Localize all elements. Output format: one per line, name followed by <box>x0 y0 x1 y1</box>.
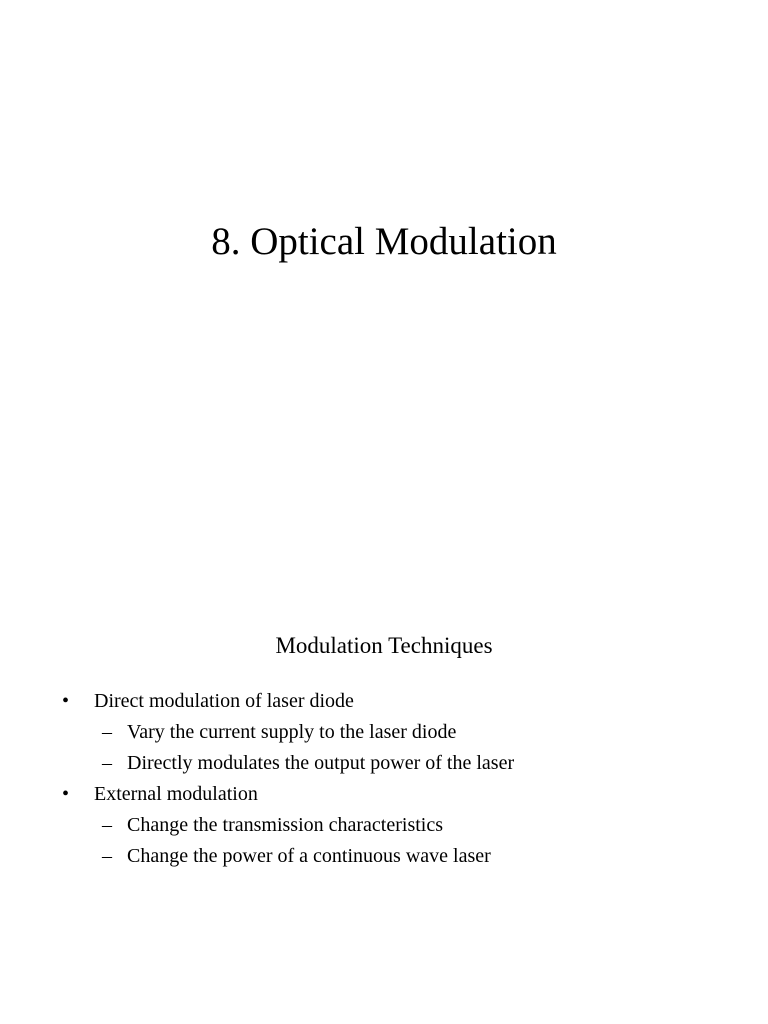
dash-icon: – <box>102 814 112 836</box>
bullet-item-external-modulation <box>62 779 752 872</box>
bullet-icon: • <box>62 783 70 805</box>
sub-list <box>62 717 752 779</box>
sub-item-text: Change the transmission characteristics <box>127 814 444 836</box>
bullet-icon: • <box>62 690 70 712</box>
sub-item <box>102 841 752 872</box>
bullet-list <box>62 686 752 872</box>
dash-icon: – <box>102 752 112 774</box>
sub-list <box>62 810 752 872</box>
bullet-text: External modulation <box>94 783 258 805</box>
sub-item-text: Vary the current supply to the laser diode <box>127 721 457 743</box>
sub-item <box>102 748 752 779</box>
bullet-text: Direct modulation of laser diode <box>94 690 354 712</box>
sub-item <box>102 717 752 748</box>
sub-item-text: Change the power of a continuous wave laser <box>127 845 491 867</box>
page-title: 8. Optical Modulation <box>211 220 557 263</box>
dash-icon: – <box>102 721 112 743</box>
bullet-item-direct-modulation <box>62 686 752 779</box>
dash-icon: – <box>102 845 112 867</box>
sub-item-text: Directly modulates the output power of the laser <box>127 752 515 774</box>
sub-item <box>102 810 752 841</box>
section-heading: Modulation Techniques <box>275 633 493 658</box>
